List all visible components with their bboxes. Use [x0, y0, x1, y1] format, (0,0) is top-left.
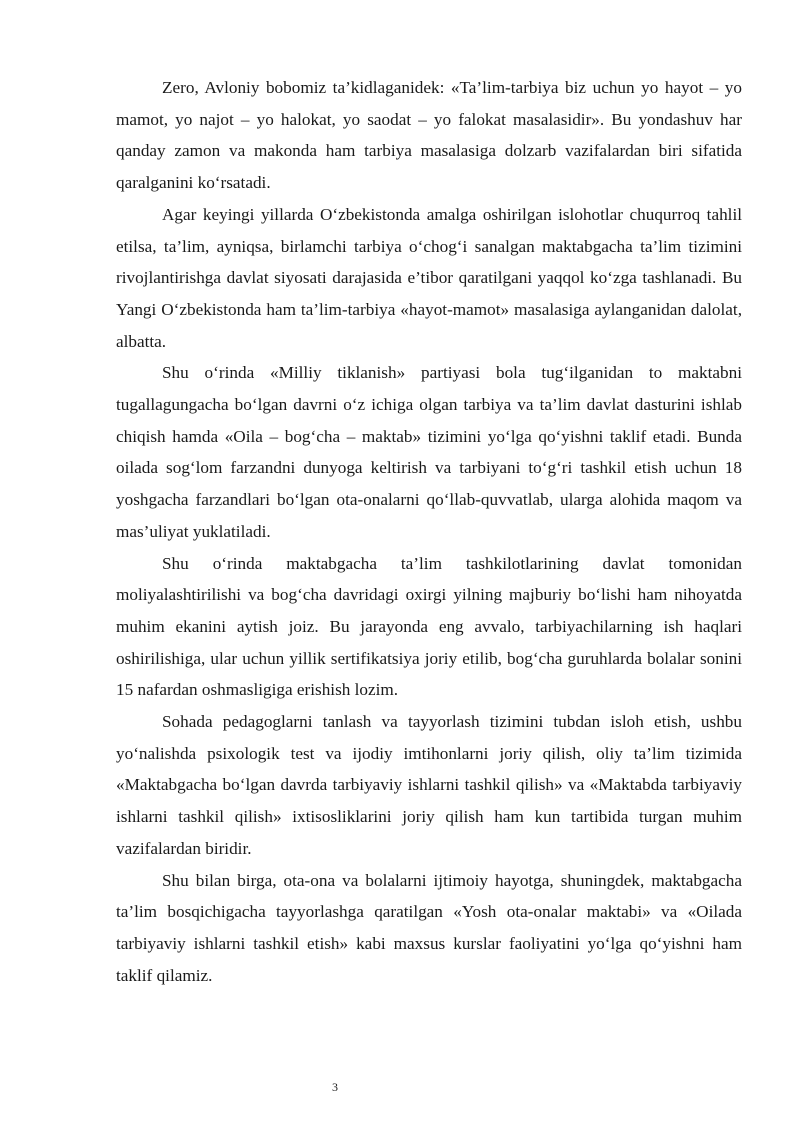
- paragraph: Agar keyingi yillarda O‘zbekistonda amalga oshirilgan islohotlar chuqurroq tahlil etilsa, ta’lim, ayniqsa, birlamchi tarbiya o‘chog‘i sanalgan maktabgacha ta’lim tizimini rivojlantirishga davlat siyosati darajasida e’tibor qaratilgani yaqqol ko‘zga tashlanadi. Bu Yangi O‘zbekistonda ham ta’lim-tarbiya «hayot-mamot» masalasiga aylanganidan dalolat, albatta.: [116, 204, 742, 351]
- paragraph: Zero, Avloniy bobomiz ta’kidlaganidek: «Ta’lim-tarbiya biz uchun yo hayot – yo mamot, yo najot – yo halokat, yo saodat – yo falokat masalasidir». Bu yondashuv har qanday zamon va makonda ham tarbiya masalasiga dolzarb vazifalardan biri sifatida qaralganini ko‘rsatadi.: [116, 78, 742, 193]
- page-number: 3: [332, 1080, 338, 1094]
- paragraph: Sohada pedagoglarni tanlash va tayyorlash tizimini tubdan isloh etish, ushbu yo‘nalishda psixologik test va ijodiy imtihonlarni joriy qilish, oliy ta’lim tizimida «Maktabgacha bo‘lgan davrda tarbiyaviy ishlarni tashkil qilish» va «Maktabda tarbiyaviy ishlarni tashkil qilish» ixtisosliklarini joriy qilish ham kun tartibida turgan muhim vazifalardan biridir.: [116, 712, 742, 858]
- document-body: [116, 72, 742, 991]
- paragraph: Shu o‘rinda maktabgacha ta’lim tashkilotlarining davlat tomonidan moliyalashtirilishi va bog‘cha davridagi oxirgi yilning majburiy bo‘lishi ham nihoyatda muhim ekanini aytish joiz. Bu jarayonda eng avvalo, tarbiyachilarning ish haqlari oshirilishiga, ular uchun yillik sertifikatsiya joriy etilib, bog‘cha guruhlarda bolalar sonini 15 nafardan oshmasligiga erishish lozim.: [116, 553, 742, 700]
- paragraph: Shu bilan birga, ota-ona va bolalarni ijtimoiy hayotga, shuningdek, maktabgacha ta’lim bosqichigacha tayyorlashga qaratilgan «Yosh ota-onalar maktabi» va «Oilada tarbiyaviy ishlarni tashkil etish» kabi maxsus kurslar faoliyatini yo‘lga qo‘yishni ham taklif qilamiz.: [116, 870, 742, 985]
- paragraph: Shu o‘rinda «Milliy tiklanish» partiyasi bola tug‘ilganidan to maktabni tugallagungacha bo‘lgan davrni o‘z ichiga olgan tarbiya va ta’lim davlat dasturini ishlab chiqish hamda «Oila – bog‘cha – maktab» tizimini yo‘lga qo‘yishni taklif etadi. Bunda oilada sog‘lom farzandni dunyoga keltirish va tarbiyani to‘g‘ri tashkil etish uchun 18 yoshgacha farzandlari bo‘lgan ota-onalarni qo‘llab-quvvatlab, ularga alohida maqom va mas’uliyat yuklatiladi.: [116, 363, 742, 541]
